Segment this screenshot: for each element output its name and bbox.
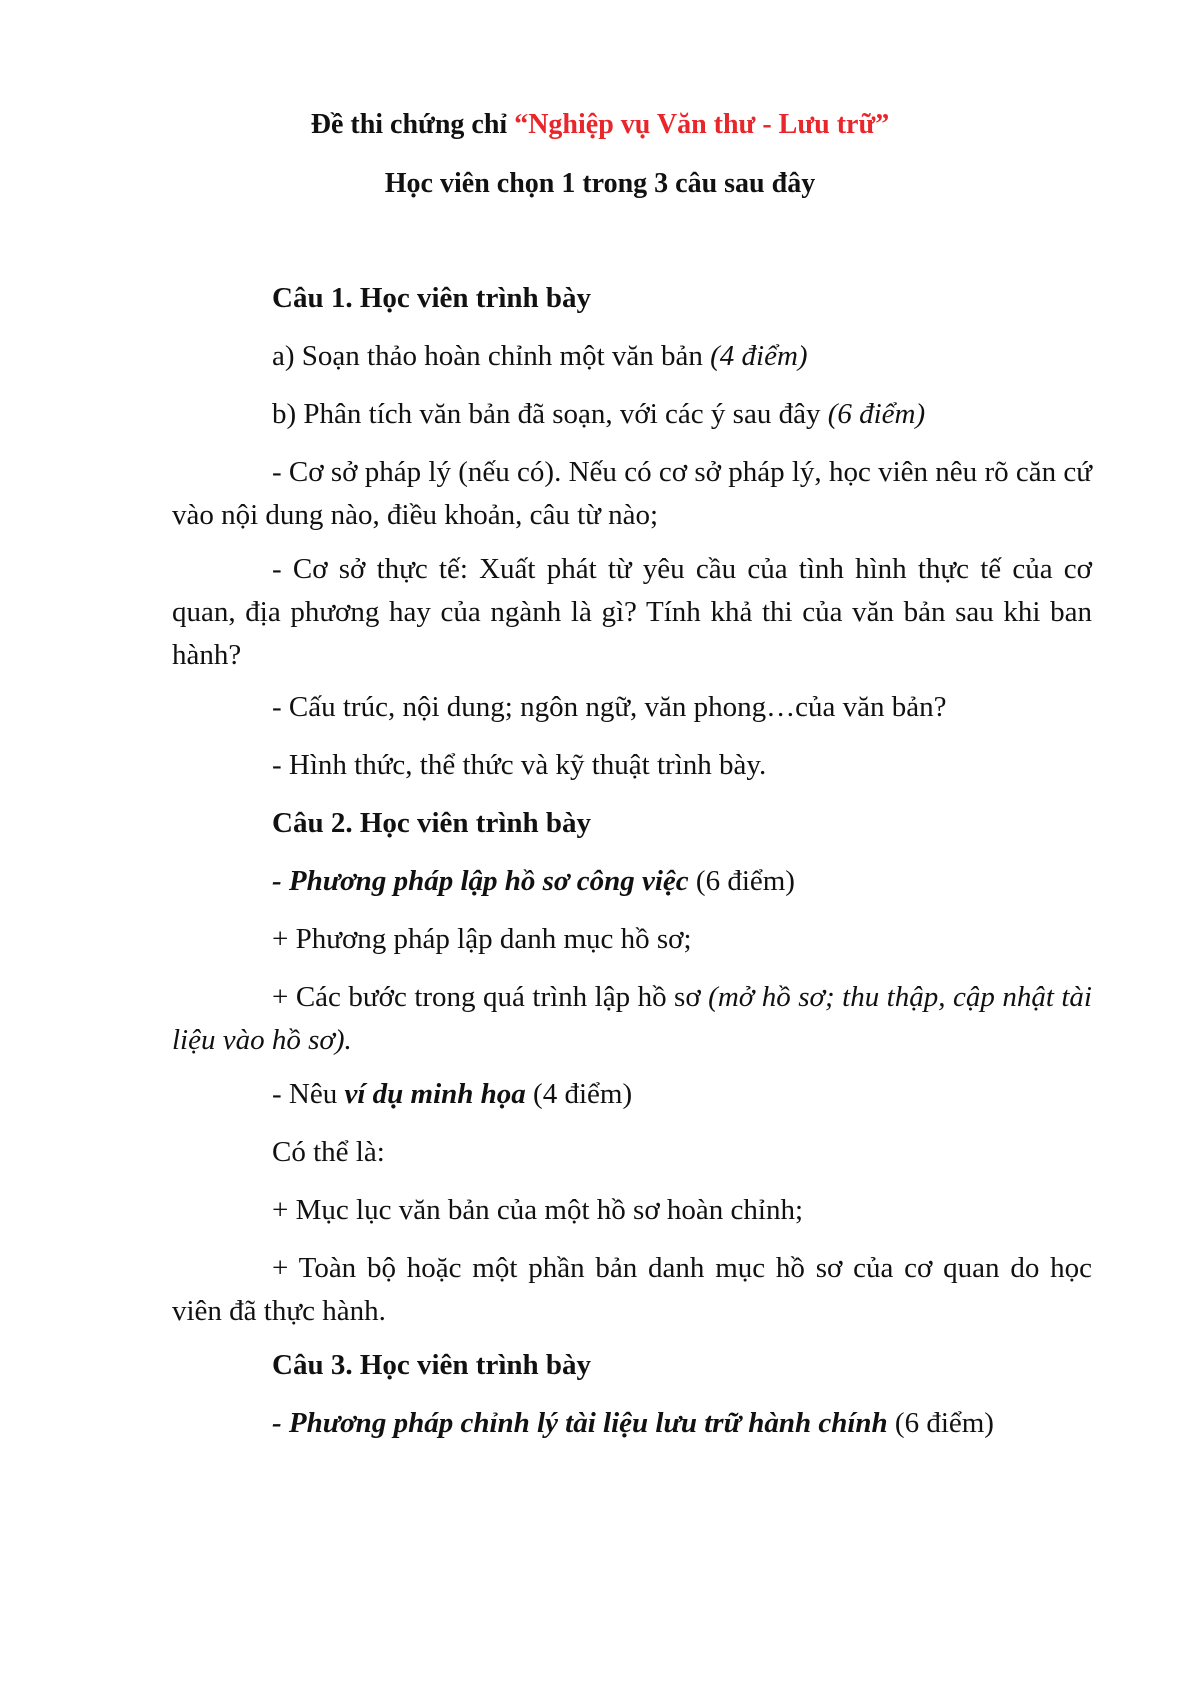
q2-plus-index: + Mục lục văn bản của một hồ sơ hoàn chỉnh; [272,1194,804,1226]
q2-example-points: (4 điểm) [525,1078,633,1110]
q2-example-prefix: - Nêu [272,1078,345,1110]
q2-example-label: ví dụ minh họa [344,1078,526,1110]
q1-item-a-points: (4 điểm) [710,340,808,372]
q3-method-label: - Phương pháp chỉnh lý tài liệu lưu trữ hành chính [272,1407,888,1439]
q1-bullet-legal-basis: - Cơ sở pháp lý (nếu có). Nếu có cơ sở pháp lý, học viên nêu rõ căn cứ vào nội dung nào, điều khoản, câu từ nào; [172,456,1092,531]
q1-bullet-practical-basis: - Cơ sở thực tế: Xuất phát từ yêu cầu của tình hình thực tế của cơ quan, địa phương hay của ngành là gì? Tính khả thi của văn bản sau khi ban hành? [172,553,1092,671]
question-3-heading: Câu 3. Học viên trình bày [272,1349,592,1381]
title-prefix: Đề thi chứng chỉ [310,109,515,140]
q1-item-b-points: (6 điểm) [827,398,926,430]
question-1-heading: Câu 1. Học viên trình bày [272,282,592,314]
q2-plus-catalog: + Phương pháp lập danh mục hồ sơ; [272,923,692,955]
q3-method [272,1402,994,1445]
q1-item-a [272,335,808,378]
q2-plus-steps-text: + Các bước trong quá trình lập hồ sơ [272,981,709,1013]
q2-plus-steps [172,976,1092,1062]
q1-item-b-text: b) Phân tích văn bản đã soạn, với các ý sau đây [272,398,828,430]
q2-plus-steps-detail: (mở hồ sơ; thu thập, cập nhật tài liệu vào hồ sơ). [172,981,1092,1056]
title-highlight: “Nghiệp vụ Văn thư - Lưu trữ” [514,109,890,140]
q2-method-label: - Phương pháp lập hồ sơ công việc [272,865,689,897]
q2-plus-portion: + Toàn bộ hoặc một phần bản danh mục hồ sơ của cơ quan do học viên đã thực hành. [172,1252,1092,1327]
q2-example [272,1073,632,1116]
q1-item-b [272,393,925,436]
q1-item-a-text: a) Soạn thảo hoàn chỉnh một văn bản [272,340,711,372]
q2-method [272,860,795,903]
q1-bullet-structure: - Cấu trúc, nội dung; ngôn ngữ, văn phong…của văn bản? [272,691,947,723]
question-2-heading: Câu 2. Học viên trình bày [272,807,592,839]
document-body [172,0,1092,1698]
q2-method-points: (6 điểm) [688,865,795,897]
q2-can-be: Có thể là: [272,1136,385,1168]
q1-bullet-format: - Hình thức, thể thức và kỹ thuật trình bày. [272,749,767,781]
q3-method-points: (6 điểm) [887,1407,994,1439]
document-subtitle: Học viên chọn 1 trong 3 câu sau đây [384,168,816,199]
